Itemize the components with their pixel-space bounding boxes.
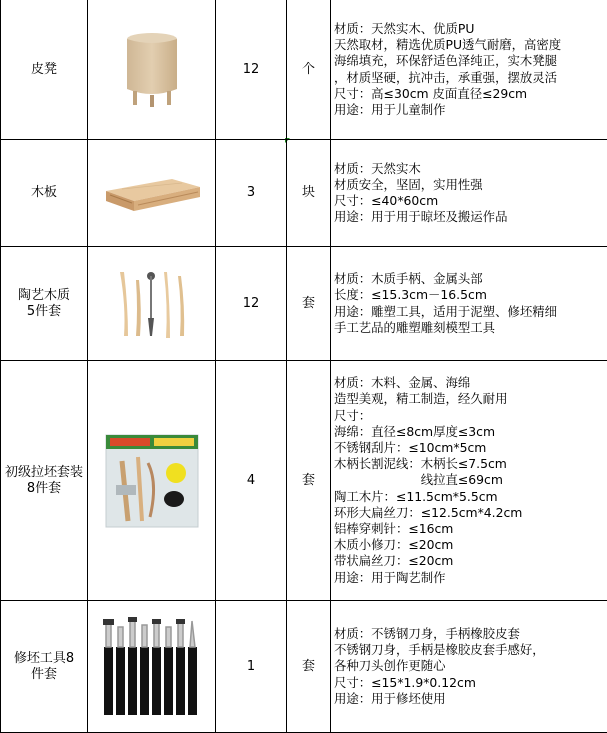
item-name: 陶艺木质 5件套 — [1, 247, 88, 361]
table-row — [1, 140, 607, 247]
item-image-cell — [88, 140, 216, 247]
stool-image — [117, 27, 187, 113]
item-quantity: 1 — [216, 601, 287, 733]
item-name: 修坯工具8 件套 — [1, 601, 88, 733]
item-image-cell — [88, 601, 216, 733]
item-unit: 个 — [287, 0, 331, 140]
item-description: 材质：天然实木 材质安全，坚固，实用性强 尺寸：≤40*60cm 用途：用于用于晾坯及搬运作品 — [331, 140, 607, 247]
pottery-kit-image — [104, 433, 200, 529]
item-image-cell — [88, 361, 216, 601]
item-quantity: 12 — [216, 0, 287, 140]
item-unit: 套 — [287, 361, 331, 601]
item-description: 材质：天然实木、优质PU 天然取材，精选优质PU透气耐磨，高密度 海绵填充，环保舒适色泽纯正，实木凳腿 ，材质坚硬，抗冲击，承重强，摆放灵活 尺寸：高≤30cm 皮面直径≤29cm 用途：用于儿童制作 — [331, 0, 607, 140]
item-description: 材质：木质手柄、金属头部 长度：≤15.3cm－16.5cm 用途：雕塑工具，适用于泥塑、修坯精细 手工艺品的雕塑雕刻模型工具 — [331, 247, 607, 361]
item-unit: 套 — [287, 601, 331, 733]
item-image-cell — [88, 247, 216, 361]
trimming-tools-image — [100, 617, 204, 717]
table-row — [1, 601, 607, 733]
item-description: 材质：不锈钢刀身，手柄橡胶皮套 不锈钢刀身，手柄是橡胶皮套手感好， 各种刀头创作更随心 尺寸：≤15*1.9*0.12cm 用途：用于修坯使用 — [331, 601, 607, 733]
item-description: 材质：木料、金属、海绵 造型美观，精工制造，经久耐用 尺寸： 海绵：直径≤8cm厚度≤3cm 不锈钢刮片：≤10cm*5cm 木柄长割泥线：木柄长≤7.5cm 线拉直≤69cm 陶工木片：≤11.5cm*5.5cm 环形大扁丝刀：≤12.5cm*4.2cm 铝棒穿刺针：≤16cm 木质小修刀：≤20cm 带状扁丝刀：≤20cm 用途：用于陶艺制作 — [331, 361, 607, 601]
item-unit: 块 — [287, 140, 331, 247]
item-name: 皮凳 — [1, 0, 88, 140]
wood-board-image — [102, 165, 202, 221]
table-row — [1, 361, 607, 601]
item-name: 木板 — [1, 140, 88, 247]
item-image-cell — [88, 0, 216, 140]
clay-tools-image — [112, 266, 192, 342]
item-unit: 套 — [287, 247, 331, 361]
table-row — [1, 247, 607, 361]
item-quantity: 4 — [216, 361, 287, 601]
item-name: 初级拉坯套装 8件套 — [1, 361, 88, 601]
item-quantity: 3 — [216, 140, 287, 247]
table-row — [1, 0, 607, 140]
item-quantity: 12 — [216, 247, 287, 361]
